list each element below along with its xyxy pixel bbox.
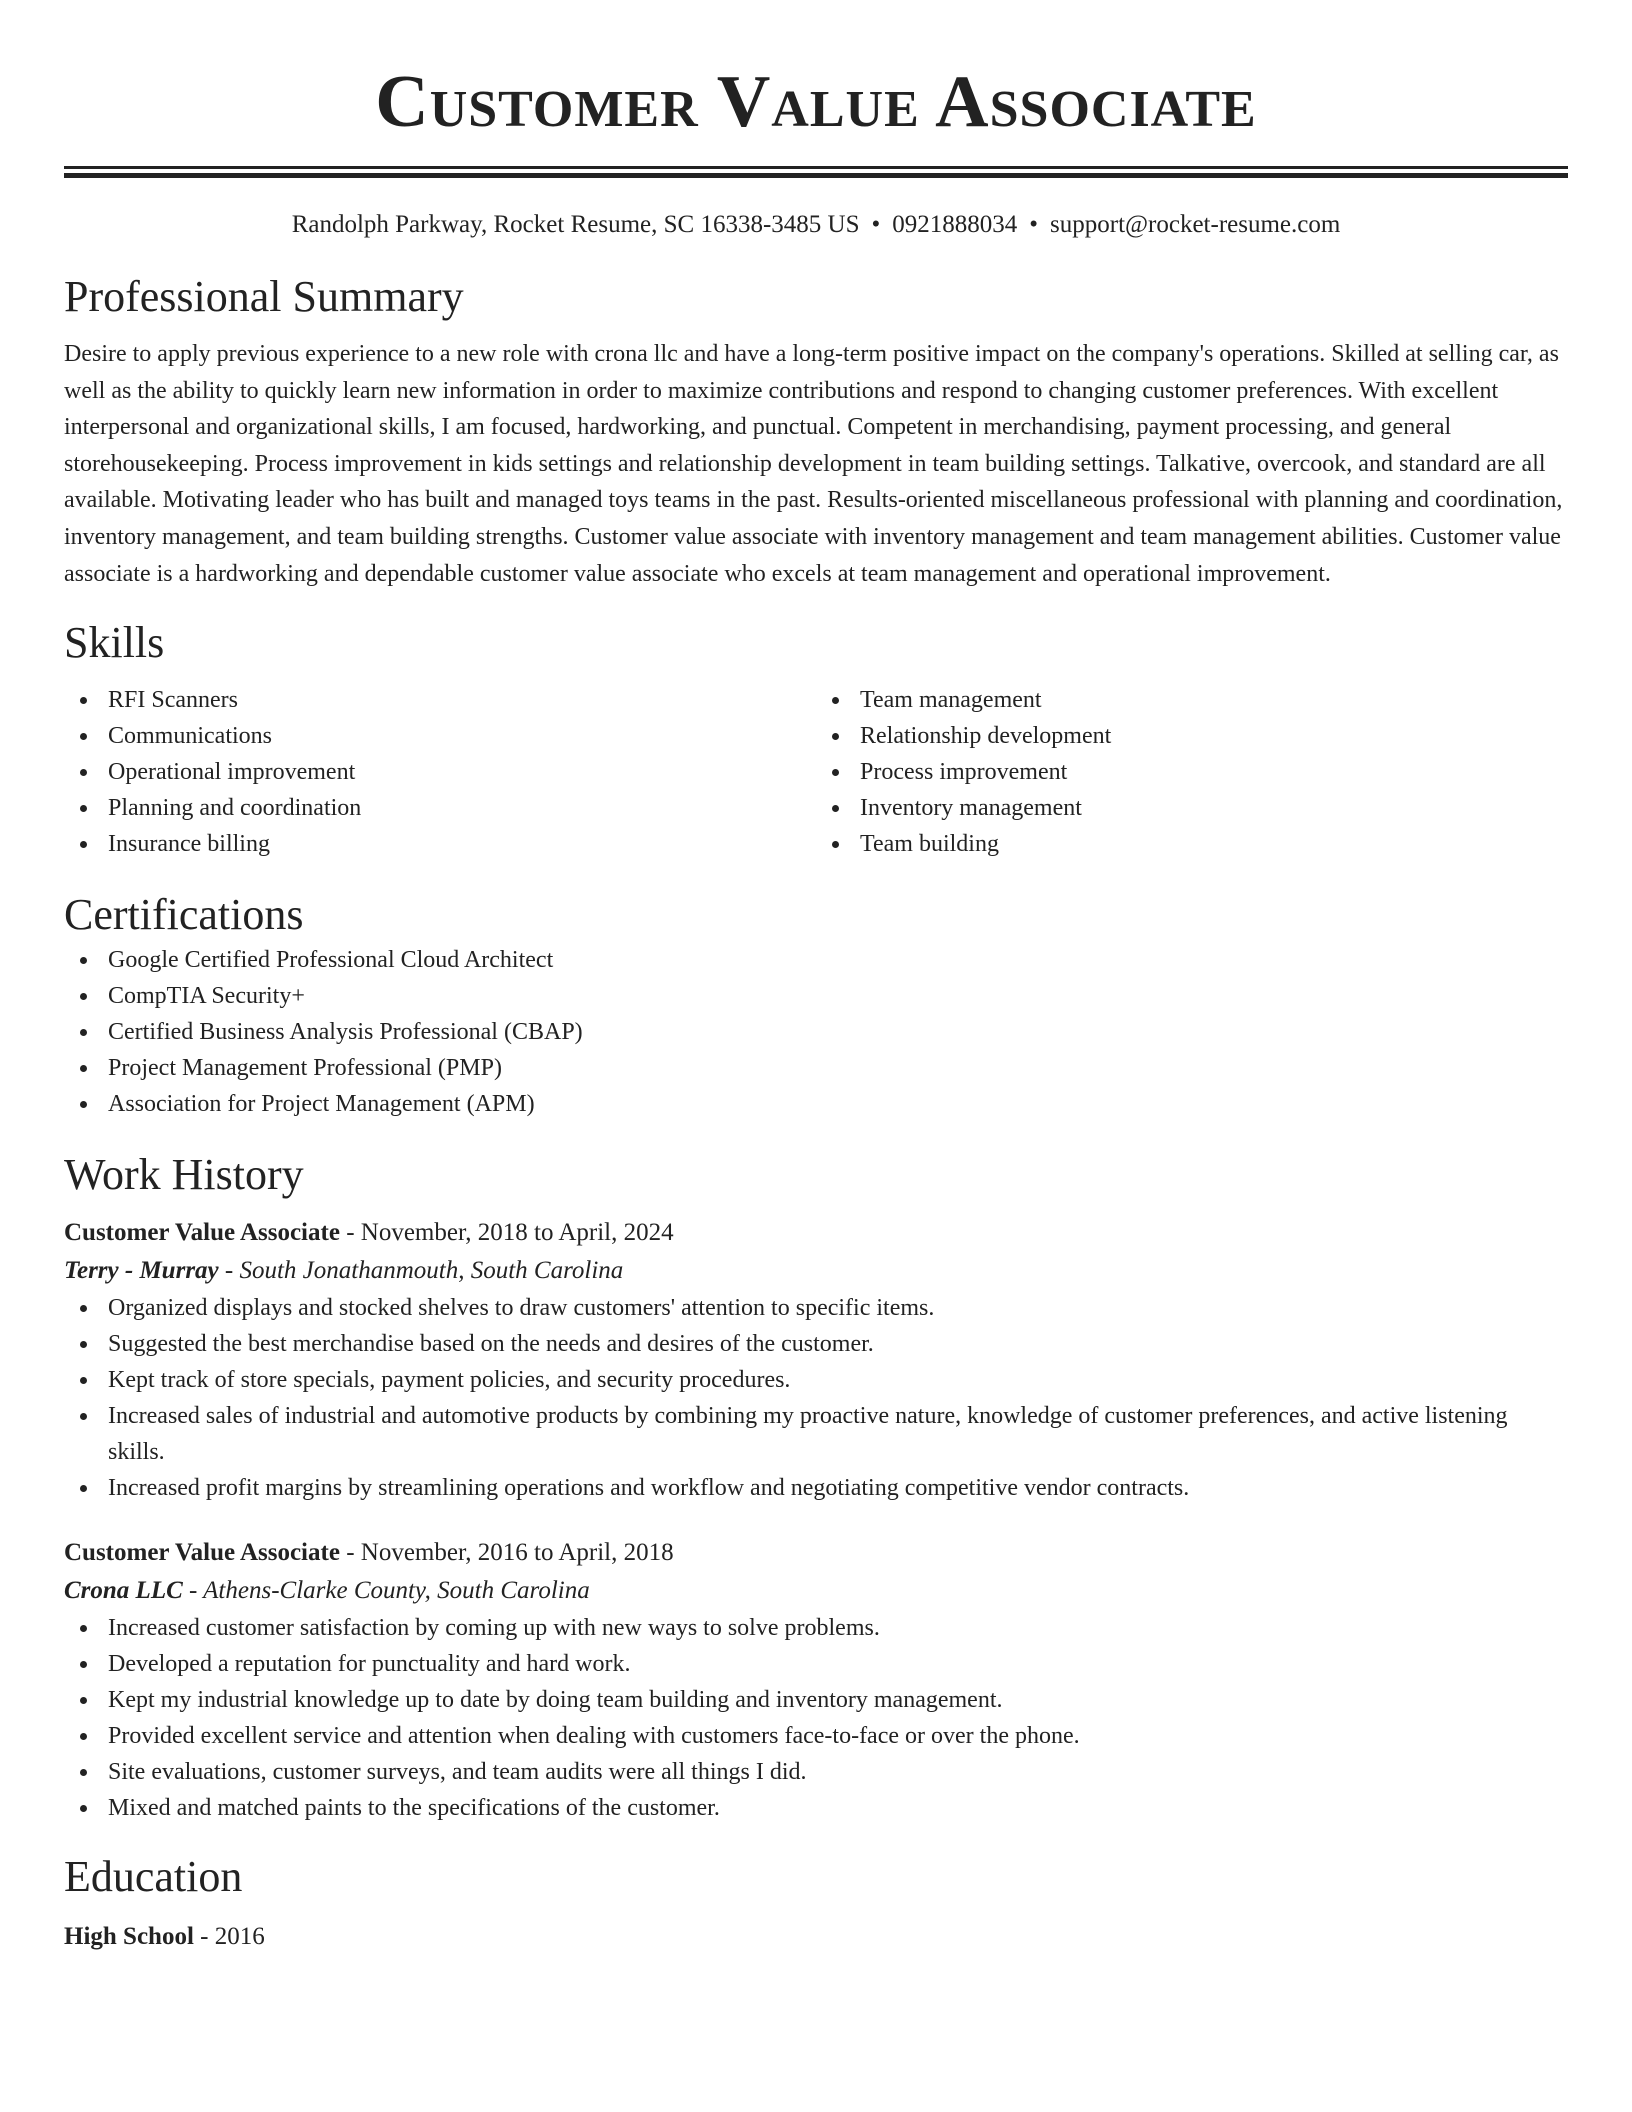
job-duty-item: Mixed and matched paints to the specifications of the customer. bbox=[108, 1790, 1568, 1826]
job-duty-item: Organized displays and stocked shelves to draw customers' attention to specific items. bbox=[108, 1290, 1568, 1326]
skill-item: Process improvement bbox=[860, 754, 1568, 790]
job-duty-item: Provided excellent service and attention when dealing with customers face-to-face or over the phone. bbox=[108, 1718, 1568, 1754]
job-entry bbox=[64, 1534, 1568, 1826]
certifications-list bbox=[64, 942, 1568, 1122]
job-company: Terry - Murray bbox=[64, 1257, 219, 1285]
job-company-line bbox=[64, 1252, 1568, 1290]
job-duty-item: Increased profit margins by streamlining operations and workflow and negotiating competitive vendor contracts. bbox=[108, 1470, 1568, 1506]
job-duty-item: Increased sales of industrial and automotive products by combining my proactive nature, knowledge of customer preferences, and active listening skills. bbox=[108, 1398, 1568, 1470]
title-divider bbox=[64, 166, 1568, 178]
skill-item: Communications bbox=[108, 718, 816, 754]
skill-item: Operational improvement bbox=[108, 754, 816, 790]
skill-item: Inventory management bbox=[860, 790, 1568, 826]
skill-item: Team building bbox=[860, 826, 1568, 862]
education-section bbox=[64, 1850, 1568, 1956]
skill-item: Relationship development bbox=[860, 718, 1568, 754]
summary-text: Desire to apply previous experience to a new role with crona llc and have a long-term positive impact on the company's operations. Skilled at selling car, as well as the ability to quickly learn new information in order to maximize contributions and respond to changing customer preferences. With excellent interpersonal and organizational skills, I am focused, hardworking, and punctual. Competent in merchandising, payment processing, and general storehousekeeping. Process improvement in kids settings and relationship development in team building settings. Talkative, overcook, and standard are all available. Motivating leader who has built and managed toys teams in the past. Results-oriented miscellaneous professional with planning and coordination, inventory management, and team building strengths. Customer value associate with inventory management and team management abilities. Customer value associate is a hardworking and dependable customer value associate who excels at team management and operational improvement. bbox=[64, 341, 1563, 587]
skill-item: RFI Scanners bbox=[108, 682, 816, 718]
job-duty-item: Suggested the best merchandise based on the needs and desires of the customer. bbox=[108, 1326, 1568, 1362]
education-year: - 2016 bbox=[200, 1923, 265, 1951]
certification-item: Google Certified Professional Cloud Architect bbox=[108, 942, 1568, 978]
education-entry bbox=[64, 1918, 1568, 1956]
certifications-section bbox=[64, 888, 1568, 1122]
contact-separator: • bbox=[871, 211, 881, 238]
work-history-section bbox=[64, 1148, 1568, 1826]
certification-item: Certified Business Analysis Professional (CBAP) bbox=[108, 1014, 1568, 1050]
job-location: - South Jonathanmouth, South Carolina bbox=[224, 1257, 624, 1285]
job-duties-list bbox=[64, 1610, 1568, 1826]
certifications-heading: Certifications bbox=[64, 890, 304, 940]
job-duty-item: Kept track of store specials, payment policies, and security procedures. bbox=[108, 1362, 1568, 1398]
contact-email: support@rocket-resume.com bbox=[1050, 211, 1341, 238]
summary-heading: Professional Summary bbox=[64, 272, 464, 321]
job-title-line bbox=[64, 1214, 1568, 1252]
job-title: Customer Value Associate bbox=[64, 1219, 340, 1247]
resume-title: Customer Value Associate bbox=[375, 61, 1257, 143]
skills-list-left bbox=[64, 682, 816, 862]
job-duty-item: Site evaluations, customer surveys, and team audits were all things I did. bbox=[108, 1754, 1568, 1790]
skills-heading: Skills bbox=[64, 618, 165, 668]
certification-item: Association for Project Management (APM) bbox=[108, 1086, 1568, 1122]
job-title-line bbox=[64, 1534, 1568, 1572]
contact-line bbox=[64, 208, 1568, 242]
job-duties-list bbox=[64, 1290, 1568, 1506]
job-duty-item: Increased customer satisfaction by coming up with new ways to solve problems. bbox=[108, 1610, 1568, 1646]
education-heading: Education bbox=[64, 1852, 243, 1902]
job-dates: - November, 2016 to April, 2018 bbox=[346, 1539, 674, 1567]
skills-section bbox=[64, 616, 1568, 862]
contact-separator: • bbox=[1029, 211, 1039, 238]
job-location: - Athens-Clarke County, South Carolina bbox=[189, 1577, 590, 1605]
job-title: Customer Value Associate bbox=[64, 1539, 340, 1567]
job-company: Crona LLC bbox=[64, 1577, 183, 1605]
job-company-line bbox=[64, 1572, 1568, 1610]
contact-phone: 0921888034 bbox=[892, 211, 1018, 238]
certification-item: CompTIA Security+ bbox=[108, 978, 1568, 1014]
job-entry bbox=[64, 1214, 1568, 1506]
certification-item: Project Management Professional (PMP) bbox=[108, 1050, 1568, 1086]
skills-list-right bbox=[816, 682, 1568, 862]
job-dates: - November, 2018 to April, 2024 bbox=[346, 1219, 674, 1247]
job-duty-item: Developed a reputation for punctuality and hard work. bbox=[108, 1646, 1568, 1682]
work-history-heading: Work History bbox=[64, 1150, 304, 1200]
education-degree: High School bbox=[64, 1923, 194, 1951]
summary-section bbox=[64, 270, 1568, 592]
skill-item: Planning and coordination bbox=[108, 790, 816, 826]
job-duty-item: Kept my industrial knowledge up to date by doing team building and inventory management. bbox=[108, 1682, 1568, 1718]
contact-address: Randolph Parkway, Rocket Resume, SC 16338-3485 US bbox=[291, 211, 860, 238]
skills-columns bbox=[64, 682, 1568, 862]
skill-item: Team management bbox=[860, 682, 1568, 718]
skill-item: Insurance billing bbox=[108, 826, 816, 862]
